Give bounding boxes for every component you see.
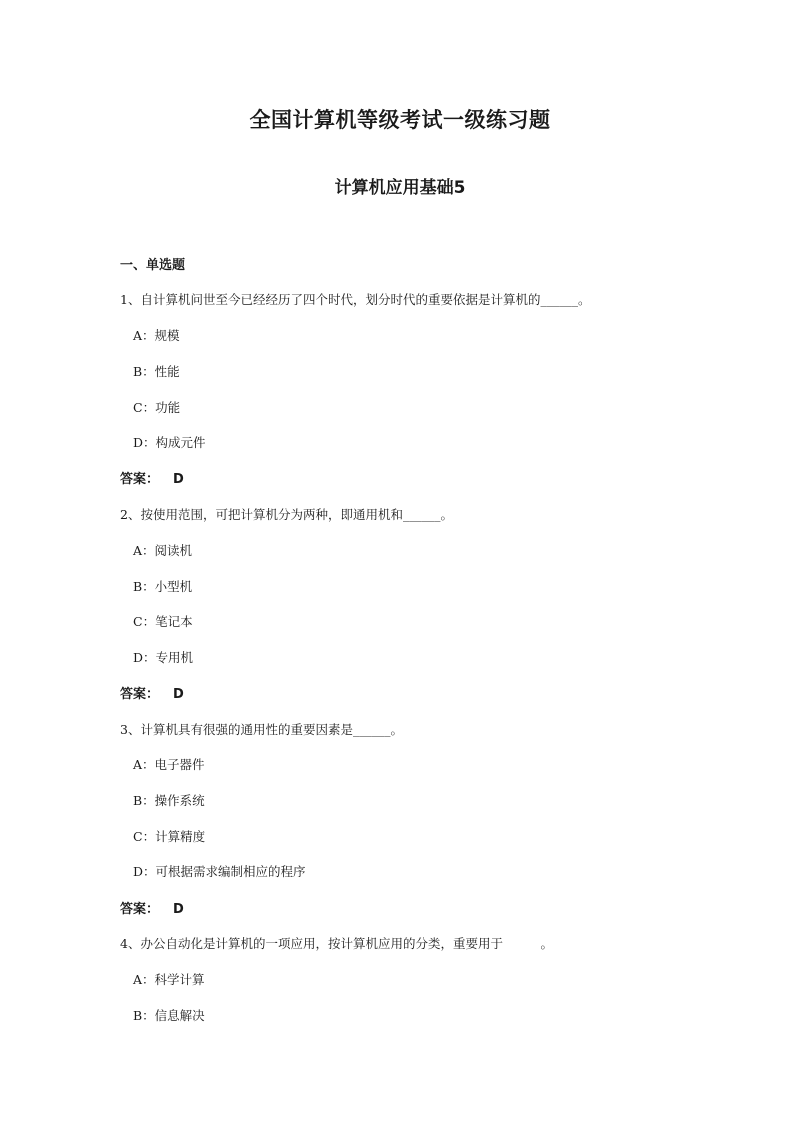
question-text: 4、办公自动化是计算机的一项应用，按计算机应用的分类，重要用于 。 <box>120 936 553 951</box>
option-d: D：可根据需求编制相应的程序 <box>133 864 306 879</box>
option-a: A：规模 <box>133 328 180 343</box>
option-b: B：操作系统 <box>133 793 205 808</box>
option-a: A：电子器件 <box>133 757 205 772</box>
answer-value: D <box>173 472 184 487</box>
answer-line <box>120 898 184 917</box>
option-c: C：计算精度 <box>133 829 206 844</box>
answer-label: 答案： <box>120 472 160 487</box>
page-title: 全国计算机等级考试一级练习题 <box>249 108 551 132</box>
option-a: A：科学计算 <box>133 972 205 987</box>
option-b: B：信息解决 <box>133 1008 205 1023</box>
option-b: B：性能 <box>133 364 180 379</box>
option-a: A：阅读机 <box>133 543 193 558</box>
answer-line <box>120 683 184 702</box>
section-heading: 一、单选题 <box>120 258 186 273</box>
option-b: B：小型机 <box>133 579 193 594</box>
option-c: C：笔记本 <box>133 614 193 629</box>
answer-label: 答案： <box>120 687 160 702</box>
answer-value: D <box>173 902 184 917</box>
option-d: D：专用机 <box>133 650 194 665</box>
answer-value: D <box>173 687 184 702</box>
question-text: 3、计算机具有很强的通用性的重要因素是______。 <box>120 722 403 737</box>
question-text: 1、自计算机问世至今已经经历了四个时代，划分时代的重要依据是计算机的______。 <box>120 292 591 307</box>
option-d: D：构成元件 <box>133 435 206 450</box>
question-text: 2、按使用范围，可把计算机分为两种，即通用机和______。 <box>120 507 453 522</box>
option-c: C：功能 <box>133 400 181 415</box>
answer-line <box>120 468 184 487</box>
page-subtitle: 计算机应用基础5 <box>334 178 466 198</box>
answer-label: 答案： <box>120 902 160 917</box>
